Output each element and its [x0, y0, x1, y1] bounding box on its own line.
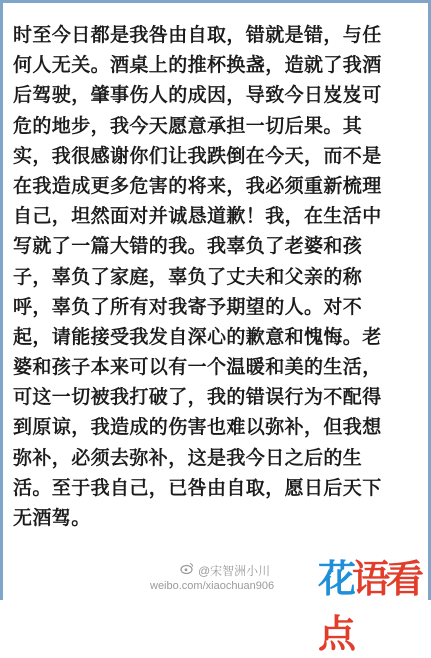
apology-letter-text: [13, 20, 427, 533]
letter-line: 危的地步，我今天愿意承担一切后果。其: [13, 114, 363, 137]
weibo-url: weibo.com/xiaochuan906: [150, 580, 275, 592]
letter-line: 可这一切被我打破了，我的错误行为不配得: [13, 386, 382, 409]
letter-line: 起，请能接受我发自深心的歉意和愧悔。老: [13, 325, 382, 348]
letter-line: 何人无关。酒桌上的推杯换盏，造就了我酒: [13, 54, 382, 77]
letter-line: 婆和孩子本来可以有一个温暖和美的生活，: [13, 356, 382, 379]
watermark-text: 语看点: [318, 557, 421, 656]
letter-line: 无酒驾。: [13, 507, 91, 529]
weibo-logo-icon: [180, 561, 194, 575]
letter-line: 到原谅，我造成的伤害也难以弥补，但我想: [13, 416, 382, 439]
letter-line: 写就了一篇大错的我。我辜负了老婆和孩: [13, 235, 363, 258]
letter-line: 在我造成更多危害的将来，我必须重新梳理: [13, 174, 382, 197]
letter-line: 时至今日都是我咎由自取，错就是错，与任: [13, 24, 382, 46]
site-watermark-logo: [318, 548, 431, 658]
letter-line: 活。至于我自己，已咎由自取，愿日后天下: [13, 476, 382, 499]
letter-line: 呼，辜负了所有对我寄予期望的人。对不: [13, 295, 363, 318]
letter-line: 弥补，必须去弥补，这是我今日之后的生: [13, 446, 363, 469]
watermark-char: 花: [318, 557, 353, 601]
letter-line: 后驾驶，肇事伤人的成因，导致今日岌岌可: [13, 84, 382, 107]
letter-line: 实，我很感谢你们让我跌倒在今天，而不是: [13, 144, 382, 167]
letter-line: 子，辜负了家庭，辜负了丈夫和父亲的称: [13, 265, 363, 288]
letter-line: 自己，坦然面对并诚恳道歉！我，在生活中: [13, 205, 382, 228]
weibo-handle: @宋智洲小川: [198, 564, 271, 578]
